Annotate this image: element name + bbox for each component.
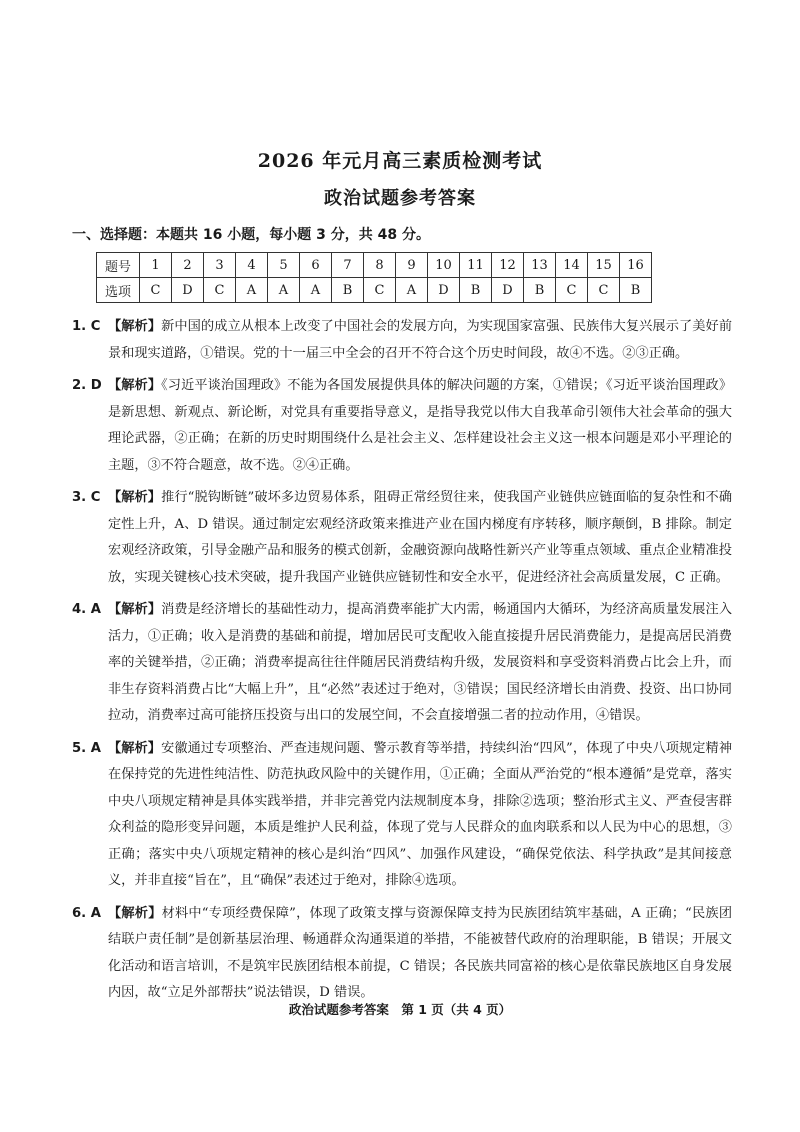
question-number: 4 — [236, 253, 268, 278]
item-number: 4. A — [72, 602, 101, 617]
question-number: 12 — [492, 253, 524, 278]
page-title: 2026 年元月高三素质检测考试 — [257, 150, 543, 172]
question-number: 10 — [428, 253, 460, 278]
answer-table-option-row — [97, 278, 652, 303]
item-text: 安徽通过专项整治、严查违规问题、警示教育等举措，持续纠治“四风”，体现了中央八项规定精神在保持党的先进性纯洁性、防范执政风险中的关键作用，①正确；全面从严治党的“根本遵循”是党章，落实中央八项规定精神是具体实践举措，并非完善党内法规制度本身，排除②选项；整治形式主义、严查侵害群众利益的隐形变异问题，本质是维护人民利益，体现了党与人民群众的血肉联系和以人民为中心的思想，③正确；落实中央八项规定精神的核心是纠治“四风”、加强作风建设，“确保党依法、科学执政”是其间接意义，并非直接“旨在”，且“确保”表述过于绝对，排除④选项。 — [108, 740, 733, 888]
question-number: 11 — [460, 253, 492, 278]
item-text: 材料中“专项经费保障”，体现了政策支撑与资源保障支持为民族团结筑牢基础，A 正确；“民族团结联户责任制”是创新基层治理、畅通群众沟通渠道的举措，不能被替代政府的治理职能，B 错误；开展文化活动和语言培训，不是筑牢民族团结根本前提，C 错误；各民族共同富裕的核心是依靠民族地区自身发展内因，故“立足外部帮扶”说法错误，D 错误。 — [108, 905, 733, 1000]
item-number: 6. A — [72, 905, 101, 921]
question-number: 9 — [396, 253, 428, 278]
answer-option: A — [268, 278, 300, 303]
row-label-options: 选项 — [97, 278, 140, 303]
answer-option: D — [428, 278, 460, 303]
explanation-item — [72, 736, 732, 895]
answer-option: C — [588, 278, 620, 303]
question-number: 13 — [524, 253, 556, 278]
item-body — [108, 373, 732, 479]
explanation-list — [72, 314, 732, 1013]
page-subtitle: 政治试题参考答案 — [324, 188, 476, 209]
item-number: 1. C — [72, 319, 101, 334]
explanation-item — [72, 597, 732, 730]
page-footer: 政治试题参考答案 第 1 页（共 4 页） — [288, 1002, 512, 1017]
item-body — [108, 485, 732, 591]
question-number: 14 — [556, 253, 588, 278]
answer-option: A — [300, 278, 332, 303]
explanation-item — [72, 373, 732, 479]
item-text: 消费是经济增长的基础性动力，提高消费率能扩大内需，畅通国内大循环，为经济高质量发展注入活力，①正确；收入是消费的基础和前提，增加居民可支配收入能直接提升居民消费能力，是提高居民消费率的关键举措，②正确；消费率提高往往伴随居民消费结构升级，发展资料和享受资料消费占比会上升，而非生存资料消费占比“大幅上升”，且“必然”表述过于绝对，③错误；国民经济增长由消费、投资、出口协同拉动，消费率过高可能挤压投资与出口的发展空间，不会直接增强二者的拉动作用，④错误。 — [108, 602, 733, 723]
question-number: 6 — [300, 253, 332, 278]
item-body — [108, 901, 732, 1007]
answer-option: C — [140, 278, 172, 303]
answer-table — [96, 252, 652, 303]
answer-option: D — [172, 278, 204, 303]
question-number: 5 — [268, 253, 300, 278]
analysis-tag: 【解析】 — [108, 378, 162, 393]
item-text: 《习近平谈治国理政》不能为各国发展提供具体的解决问题的方案，①错误；《习近平谈治国理政》是新思想、新观点、新论断，对党具有重要指导意义，是指导我党以伟大自我革命引领伟大社会革命的强大理论武器，②正确；在新的历史时期围绕什么是社会主义、怎样建设社会主义这一根本问题是邓小平理论的主题，③不符合题意，故不选。②④正确。 — [108, 378, 733, 473]
section-heading: 一、选择题：本题共 16 小题，每小题 3 分，共 48 分。 — [72, 227, 430, 243]
answer-option: B — [332, 278, 364, 303]
question-number: 15 — [588, 253, 620, 278]
analysis-tag: 【解析】 — [108, 905, 162, 921]
question-number: 8 — [364, 253, 396, 278]
analysis-tag: 【解析】 — [108, 319, 162, 334]
item-text: 推行“脱钩断链”破坏多边贸易体系，阻碍正常经贸往来，使我国产业链供应链面临的复杂性和不确定性上升，A、D 错误。通过制定宏观经济政策来推进产业在国内梯度有序转移，顺序颠倒，B 排除。制定宏观经济政策，引导金融产品和服务的模式创新，金融资源向战略性新兴产业等重点领域、重点企业精准投放，实现关键核心技术突破，提升我国产业链供应链韧性和安全水平，促进经济社会高质量发展，C 正确。 — [108, 490, 733, 585]
question-number: 16 — [620, 253, 652, 278]
item-body — [108, 736, 732, 895]
item-number: 5. A — [72, 740, 101, 756]
analysis-tag: 【解析】 — [108, 740, 162, 756]
answer-option: D — [492, 278, 524, 303]
answer-option: A — [236, 278, 268, 303]
explanation-item — [72, 485, 732, 591]
answer-option: C — [556, 278, 588, 303]
question-number: 2 — [172, 253, 204, 278]
answer-option: A — [396, 278, 428, 303]
answer-option: B — [460, 278, 492, 303]
answer-option: B — [620, 278, 652, 303]
answer-option: C — [364, 278, 396, 303]
item-body — [108, 597, 732, 730]
item-body — [108, 314, 732, 367]
item-text: 新中国的成立从根本上改变了中国社会的发展方向，为实现国家富强、民族伟大复兴展示了美好前景和现实道路，①错误。党的十一届三中全会的召开不符合这个历史时间段，故④不选。②③正确。 — [108, 319, 733, 361]
answer-table-number-row — [97, 253, 652, 278]
analysis-tag: 【解析】 — [108, 490, 162, 505]
explanation-item — [72, 901, 732, 1007]
explanation-item — [72, 314, 732, 367]
row-label-numbers: 题号 — [97, 253, 140, 278]
item-number: 2. D — [72, 378, 102, 393]
question-number: 1 — [140, 253, 172, 278]
analysis-tag: 【解析】 — [108, 602, 162, 617]
item-number: 3. C — [72, 490, 101, 505]
answer-option: B — [524, 278, 556, 303]
question-number: 7 — [332, 253, 364, 278]
question-number: 3 — [204, 253, 236, 278]
answer-option: C — [204, 278, 236, 303]
